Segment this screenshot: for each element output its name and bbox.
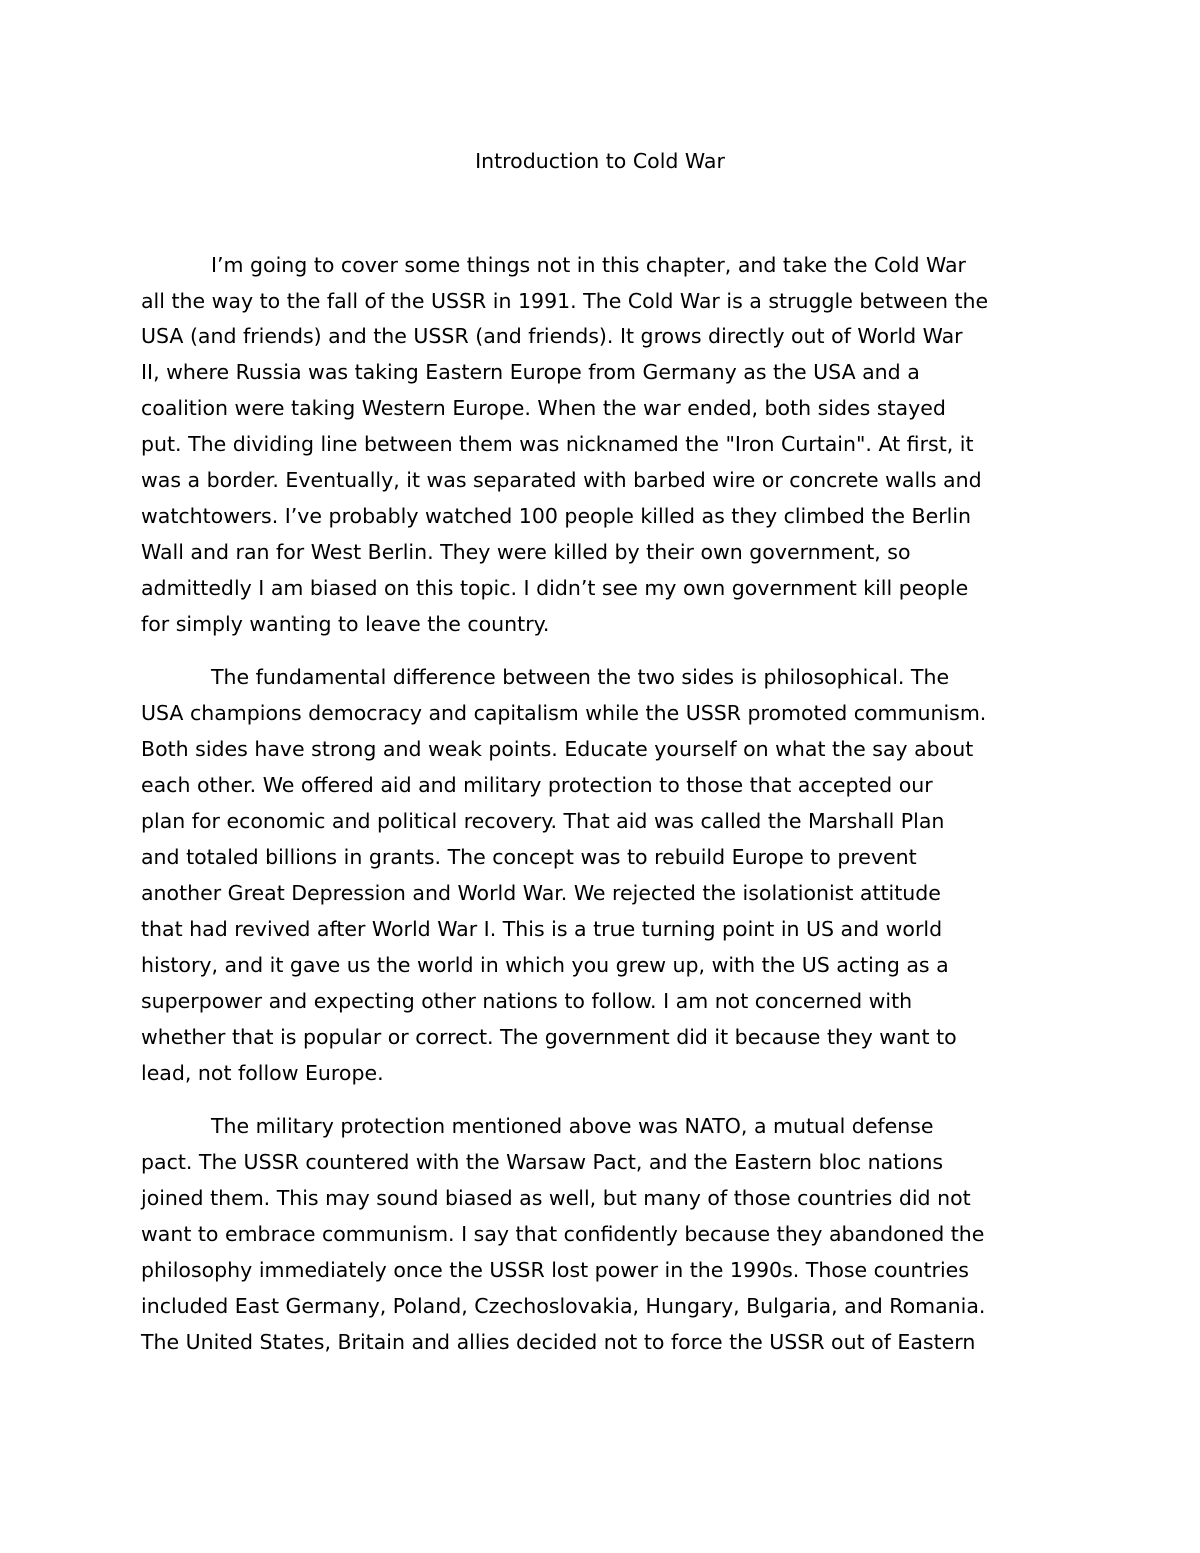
paragraph-2-line-4: each other. We offered aid and military protection to those that accepted our [141, 773, 933, 797]
paragraph-3-line-2: pact. The USSR countered with the Warsaw Pact, and the Eastern bloc nations [141, 1150, 944, 1174]
paragraph-2-line-3: Both sides have strong and weak points. Educate yourself on what the say about [141, 737, 974, 761]
page-title: Introduction to Cold War [475, 149, 725, 173]
paragraph-2-line-5: plan for economic and political recovery. That aid was called the Marshall Plan [141, 809, 945, 833]
paragraph-2-line-2: USA champions democracy and capitalism while the USSR promoted communism. [141, 701, 987, 725]
paragraph-2-line-9: history, and it gave us the world in which you grew up, with the US acting as a [141, 953, 949, 977]
paragraph-2-line-8: that had revived after World War I. This is a true turning point in US and world [141, 917, 943, 941]
paragraph-2-line-12: lead, not follow Europe. [141, 1061, 384, 1085]
paragraph-1-line-7: was a border. Eventually, it was separated with barbed wire or concrete walls and [141, 468, 982, 492]
paragraph-3-line-5: philosophy immediately once the USSR lost power in the 1990s. Those countries [141, 1258, 969, 1282]
paragraph-2-line-11: whether that is popular or correct. The government did it because they want to [141, 1025, 957, 1049]
paragraph-1-line-1: I’m going to cover some things not in this chapter, and take the Cold War [211, 253, 966, 277]
paragraph-2-line-1: The fundamental difference between the two sides is philosophical. The [211, 665, 950, 689]
paragraph-1-line-3: USA (and friends) and the USSR (and friends). It grows directly out of World War [141, 324, 963, 348]
paragraph-1-line-6: put. The dividing line between them was nicknamed the "Iron Curtain". At first, it [141, 432, 974, 456]
paragraph-3-line-3: joined them. This may sound biased as well, but many of those countries did not [141, 1186, 971, 1210]
paragraph-2-line-7: another Great Depression and World War. We rejected the isolationist attitude [141, 881, 941, 905]
paragraph-1-line-10: admittedly I am biased on this topic. I didn’t see my own government kill people [141, 576, 969, 600]
paragraph-1-line-2: all the way to the fall of the USSR in 1991. The Cold War is a struggle between the [141, 289, 989, 313]
paragraph-1-line-5: coalition were taking Western Europe. When the war ended, both sides stayed [141, 396, 946, 420]
paragraph-3-line-1: The military protection mentioned above was NATO, a mutual defense [211, 1114, 934, 1138]
paragraph-3-line-4: want to embrace communism. I say that confidently because they abandoned the [141, 1222, 985, 1246]
paragraph-1-line-4: II, where Russia was taking Eastern Europe from Germany as the USA and a [141, 360, 920, 384]
paragraph-2-line-10: superpower and expecting other nations to follow. I am not concerned with [141, 989, 913, 1013]
paragraph-1-line-8: watchtowers. I’ve probably watched 100 people killed as they climbed the Berlin [141, 504, 972, 528]
paragraph-1-line-11: for simply wanting to leave the country. [141, 612, 550, 636]
paragraph-2-line-6: and totaled billions in grants. The concept was to rebuild Europe to prevent [141, 845, 917, 869]
paragraph-3-line-6: included East Germany, Poland, Czechoslovakia, Hungary, Bulgaria, and Romania. [141, 1294, 986, 1318]
paragraph-1-line-9: Wall and ran for West Berlin. They were killed by their own government, so [141, 540, 911, 564]
paragraph-3-line-7: The United States, Britain and allies decided not to force the USSR out of Eastern [141, 1330, 976, 1354]
